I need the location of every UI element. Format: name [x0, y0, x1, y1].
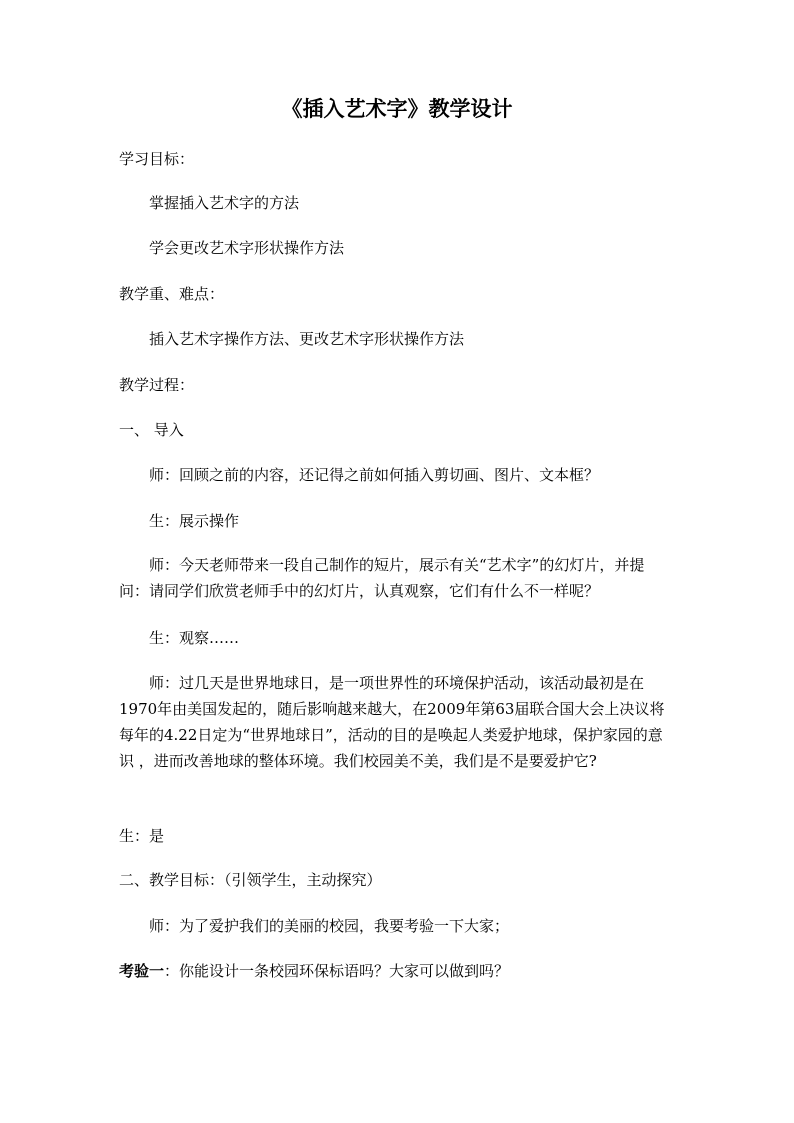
test-1-label: 考验一 — [119, 962, 165, 980]
teacher-line-4: 师：为了爱护我们的美丽的校园，我要考验一下大家； — [149, 917, 510, 935]
teacher-line-1: 师：回顾之前的内容，还记得之前如何插入剪切画、图片、文本框？ — [149, 466, 600, 484]
process-heading: 教学过程： — [119, 376, 195, 394]
teacher-paragraph-2: 师：今天老师带来一段自己制作的短片，展示有关“艺术字”的幻灯片，并提问：请同学们欣赏老师手中的幻灯片，认真观察，它们有什么不一样呢？ — [119, 556, 645, 600]
objective-1: 掌握插入艺术字的方法 — [149, 194, 300, 212]
section-1-heading: 一、 导入 — [119, 421, 184, 439]
key-points-heading: 教学重、难点： — [119, 285, 225, 303]
objectives-heading: 学习目标： — [119, 150, 195, 168]
section-2-heading: 二、教学目标：（引领学生，主动探究） — [119, 871, 382, 889]
key-points: 插入艺术字操作方法、更改艺术字形状操作方法 — [149, 330, 465, 348]
student-line-3: 生：是 — [119, 827, 165, 845]
teacher-paragraph-3: 师：过几天是世界地球日，是一项世界性的环境保护活动，该活动最初是在1970年由美国发起的，随后影响越来越大，在2009年第63届联合国大会上决议将每年的4.22日定为“世界地球日”，活动的目的是唤起人类爱护地球，保护家园的意识 ，进而改善地球的整体环境。我们校园美不美，我们是不是要爱护它? — [119, 674, 665, 770]
test-1-line — [119, 960, 509, 982]
objective-2: 学会更改艺术字形状操作方法 — [149, 239, 345, 257]
document-title: 《插入艺术字》教学设计 — [281, 96, 513, 121]
student-line-2: 生：观察…… — [149, 629, 240, 647]
test-1-text: ：你能设计一条校园环保标语吗？大家可以做到吗？ — [164, 962, 510, 980]
student-line-1: 生：展示操作 — [149, 512, 240, 530]
